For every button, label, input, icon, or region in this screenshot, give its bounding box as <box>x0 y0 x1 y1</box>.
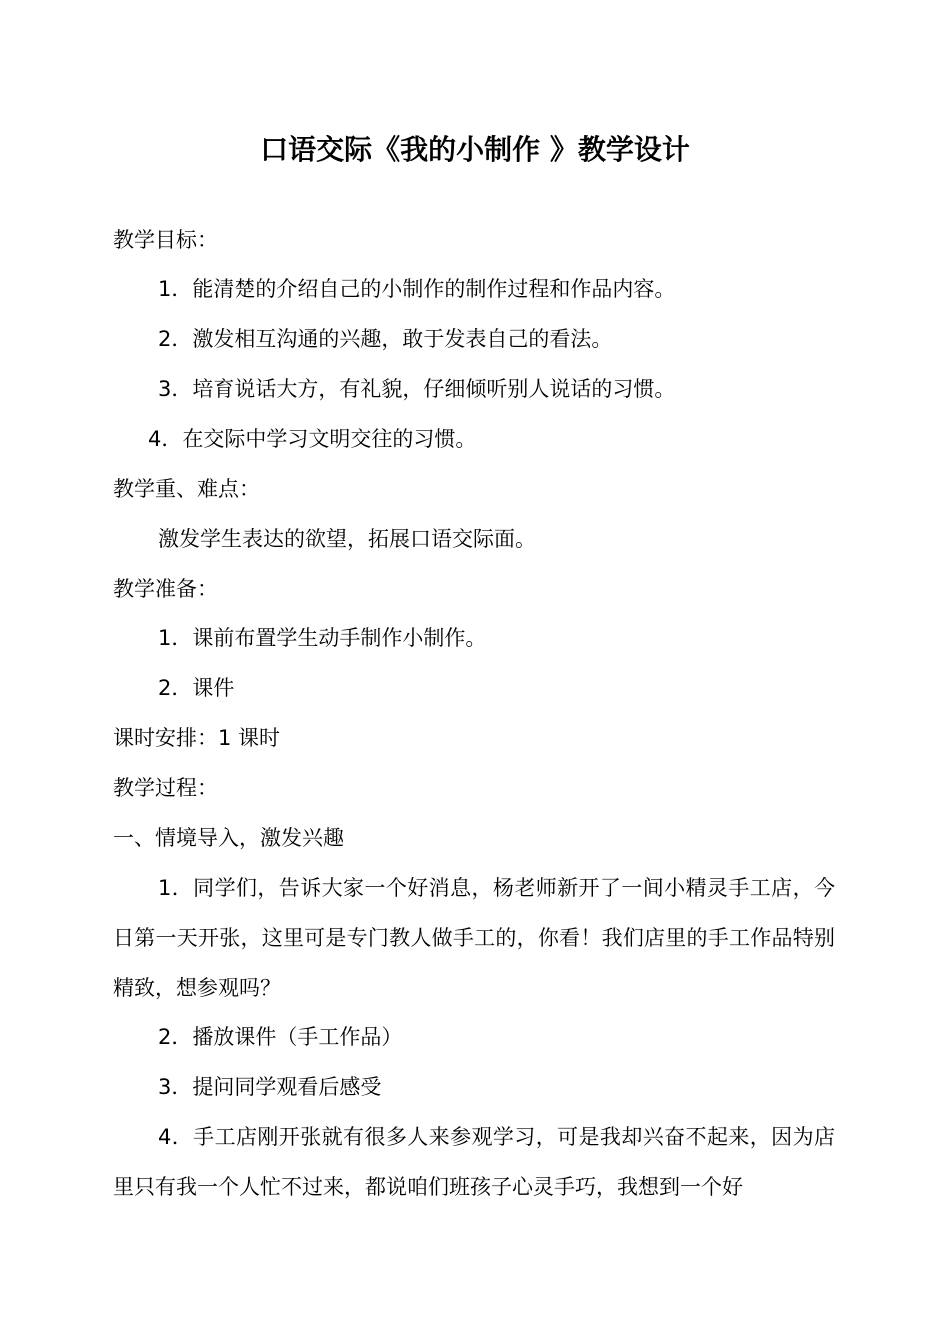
schedule-line: 课时安排：1 课时 <box>113 726 281 750</box>
preparation-item-2: 2．课件 <box>158 676 235 700</box>
key-points-text: 激发学生表达的欲望，拓展口语交际面。 <box>158 527 536 551</box>
objective-item-4: 4．在交际中学习文明交往的习惯。 <box>148 427 477 451</box>
objective-item-1: 1．能清楚的介绍自己的小制作的制作过程和作品内容。 <box>158 277 676 301</box>
objective-item-3: 3．培育说话大方，有礼貌，仔细倾听别人说话的习惯。 <box>158 377 676 401</box>
section1-item-1: 1．同学们，告诉大家一个好消息，杨老师新开了一间小精灵手工店，今日第一天开张，这里可是专门教人做手工的，你看！我们店里的手工作品特别精致，想参观吗？ <box>113 876 835 1000</box>
section1-item-3: 3．提问同学观看后感受 <box>158 1075 382 1099</box>
objective-item-2: 2．激发相互沟通的兴趣，敢于发表自己的看法。 <box>158 327 613 351</box>
document-title: 口语交际《我的小制作 》教学设计 <box>260 133 690 166</box>
section1-heading: 一、情境导入，激发兴趣 <box>113 826 344 850</box>
preparation-item-1: 1．课前布置学生动手制作小制作。 <box>158 626 487 650</box>
preparation-heading: 教学准备： <box>113 577 218 601</box>
objectives-heading: 教学目标： <box>113 228 218 252</box>
key-points-heading: 教学重、难点： <box>113 477 260 501</box>
section1-item-4: 4．手工店刚开张就有很多人来参观学习，可是我却兴奋不起来，因为店里只有我一个人忙不过来，都说咱们班孩子心灵手巧，我想到一个好 <box>113 1125 835 1199</box>
section1-item-2: 2．播放课件（手工作品） <box>158 1025 403 1049</box>
process-heading: 教学过程： <box>113 776 218 800</box>
